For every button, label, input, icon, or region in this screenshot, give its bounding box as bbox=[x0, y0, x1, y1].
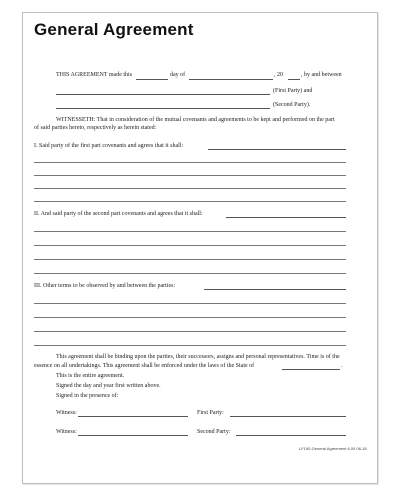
second-party-signature-label: Second Party: bbox=[197, 429, 231, 435]
binding-clause-line-2: essence on all undertakings. This agreement shall be enforced under the laws of the State of bbox=[34, 363, 255, 369]
section-1-inline-blank[interactable] bbox=[208, 149, 346, 150]
section-2-inline-blank[interactable] bbox=[226, 217, 346, 218]
section-3-label: III. Other terms to be observed by and between the parties: bbox=[34, 283, 176, 289]
section-3-line[interactable] bbox=[34, 317, 346, 318]
witness-label-1: Witness: bbox=[56, 410, 77, 416]
blank-second-party-name[interactable] bbox=[56, 108, 270, 109]
section-3-inline-blank[interactable] bbox=[204, 289, 346, 290]
section-3-line[interactable] bbox=[34, 331, 346, 332]
binding-clause-line-1: This agreement shall be binding upon the parties, their successors, assigns and personal representatives. Time is of the bbox=[56, 354, 340, 360]
second-party-caption: (Second Party). bbox=[273, 102, 311, 108]
intro-day-of: day of bbox=[170, 72, 186, 78]
first-party-caption: (First Party) and bbox=[273, 88, 313, 94]
form-code: LF190-General Agreement 6.00 06-18 bbox=[299, 446, 367, 451]
section-3-line[interactable] bbox=[34, 345, 346, 346]
blank-first-party-name[interactable] bbox=[56, 94, 270, 95]
binding-clause-period: . bbox=[341, 363, 343, 369]
intro-by-and-between: , by and between bbox=[301, 72, 342, 78]
first-party-signature-line[interactable] bbox=[230, 416, 346, 417]
blank-year[interactable] bbox=[288, 79, 300, 80]
blank-state[interactable] bbox=[282, 369, 340, 370]
blank-month[interactable] bbox=[189, 79, 273, 80]
second-party-signature-line[interactable] bbox=[236, 435, 346, 436]
witness-signature-line-1[interactable] bbox=[78, 416, 188, 417]
blank-date-number[interactable] bbox=[136, 79, 168, 80]
intro-made-this: THIS AGREEMENT made this bbox=[56, 72, 133, 78]
section-1-line[interactable] bbox=[34, 201, 346, 202]
witness-label-2: Witness: bbox=[56, 429, 77, 435]
section-2-line[interactable] bbox=[34, 231, 346, 232]
section-3-line[interactable] bbox=[34, 303, 346, 304]
signed-day-year-text: Signed the day and year first written above. bbox=[56, 383, 161, 389]
section-1-line[interactable] bbox=[34, 175, 346, 176]
witnesseth-line-1: WITNESSETH: That in consideration of the mutual covenants and agreements to be kept and performed on the part bbox=[56, 117, 335, 123]
entire-agreement-text: This is the entire agreement. bbox=[56, 373, 125, 379]
first-party-signature-label: First Party: bbox=[197, 410, 224, 416]
section-2-line[interactable] bbox=[34, 245, 346, 246]
signed-presence-text: Signed in the presence of: bbox=[56, 393, 119, 399]
intro-comma-20: , 20 bbox=[274, 72, 283, 78]
witness-signature-line-2[interactable] bbox=[78, 435, 188, 436]
section-1-line[interactable] bbox=[34, 188, 346, 189]
section-2-label: II. And said party of the second part covenants and agrees that it shall: bbox=[34, 211, 203, 217]
section-1-line[interactable] bbox=[34, 162, 346, 163]
section-2-line[interactable] bbox=[34, 273, 346, 274]
section-2-line[interactable] bbox=[34, 259, 346, 260]
witnesseth-line-2: of said parties hereto, respectively as herein stated: bbox=[34, 125, 157, 131]
document-title: General Agreement bbox=[34, 20, 194, 39]
section-1-label: I. Said party of the first part covenants and agrees that it shall: bbox=[34, 143, 184, 149]
